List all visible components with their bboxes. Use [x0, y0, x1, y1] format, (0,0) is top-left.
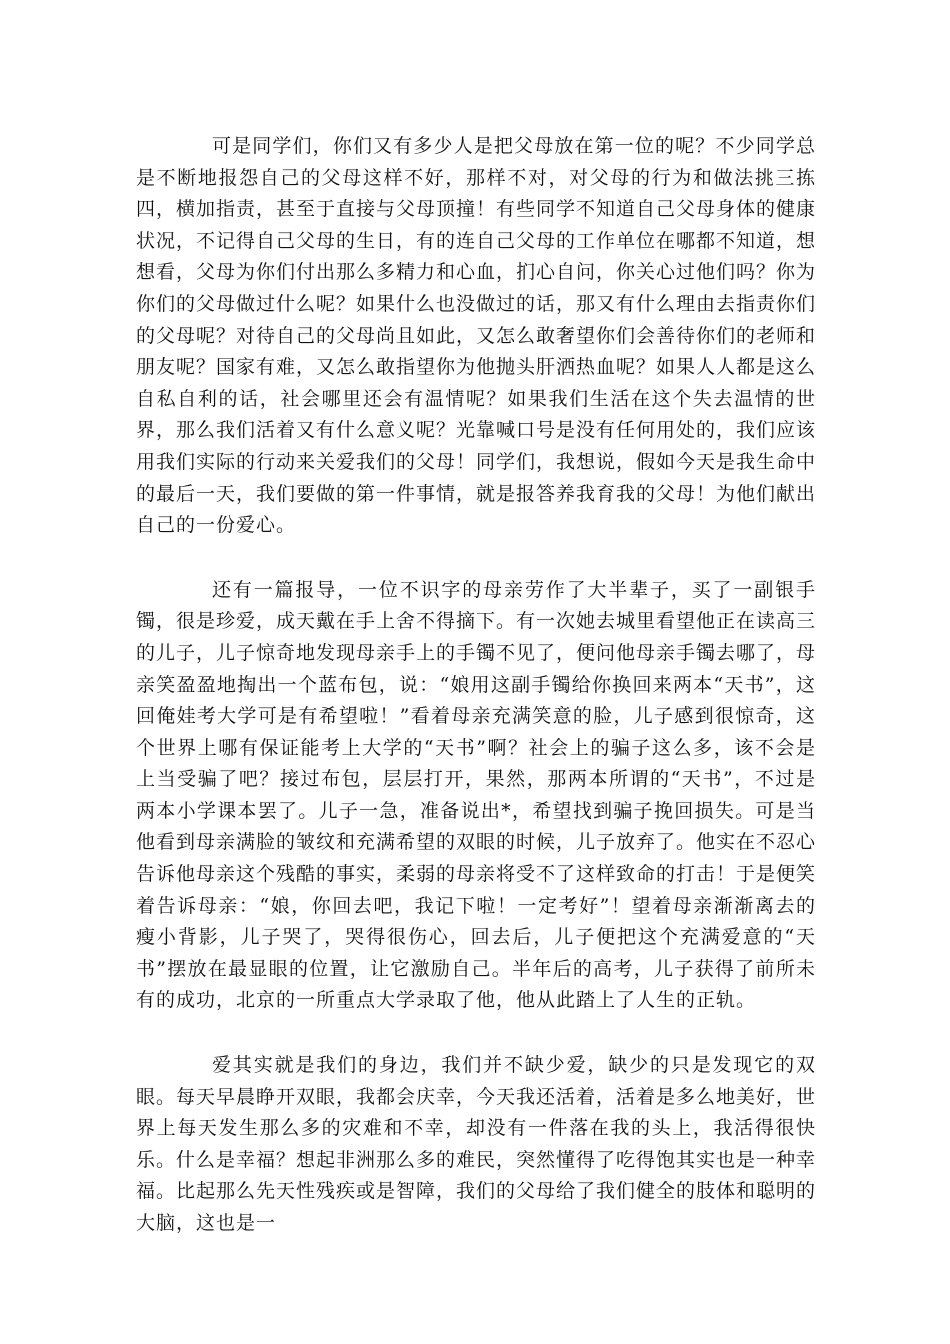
paragraph-3: 爱其实就是我们的身边，我们并不缺少爱，缺少的只是发现它的双眼。每天早晨睁开双眼，我都会庆幸，今天我还活着，活着是多么地美好，世界上每天发生那么多的灾难和不幸，却没有一件落在我的头上，我活得很快乐。什么是幸福？想起非洲那么多的难民，突然懂得了吃得饱其实也是一种幸福。比起那么先天性残疾或是智障，我们的父母给了我们健全的肢体和聪明的大脑，这也是一: [136, 1054, 817, 1234]
paragraph-2: 还有一篇报导，一位不识字的母亲劳作了大半辈子，买了一副银手镯，很是珍爱，成天戴在手上舍不得摘下。有一次她去城里看望他正在读高三的儿子，儿子惊奇地发现母亲手上的手镯不见了，便问他母亲手镯去哪了，母亲笑盈盈地掏出一个蓝布包，说：“娘用这副手镯给你换回来两本“天书”，这回俺娃考大学可是有希望啦！”看着母亲充满笑意的脸，儿子感到很惊奇，这个世界上哪有保证能考上大学的“天书”啊？社会上的骗子这么多，该不会是上当受骗了吧？接过布包，层层打开，果然，那两本所谓的“天书”，不过是两本小学课本罢了。儿子一急，准备说出*，希望找到骗子挽回损失。可是当他看到母亲满脸的皱纹和充满希望的双眼的时候，儿子放弃了。他实在不忍心告诉他母亲这个残酷的事实，柔弱的母亲将受不了这样致命的打击！于是便笑着告诉母亲：“娘，你回去吧，我记下啦！一定考好”！望着母亲渐渐离去的瘦小背影，儿子哭了，哭得很伤心，回去后，儿子便把这个充满爱意的“天书”摆放在最显眼的位置，让它激励自己。半年后的高考，儿子获得了前所未有的成功，北京的一所重点大学录取了他，他从此踏上了人生的正轨。: [136, 578, 817, 1012]
paragraph-1: 可是同学们，你们又有多少人是把父母放在第一位的呢？不少同学总是不断地报怨自己的父母这样不好，那样不对，对父母的行为和做法挑三拣四，横加指责，甚至于直接与父母顶撞！有些同学不知道自己父母身体的健康状况，不记得自己父母的生日，有的连自己父母的工作单位在哪都不知道，想想看，父母为你们付出那么多精力和心血，扪心自问，你关心过他们吗？你为你们的父母做过什么呢？如果什么也没做过的话，那又有什么理由去指责你们的父母呢？对待自己的父母尚且如此，又怎么敢奢望你们会善待你们的老师和朋友呢？国家有难，又怎么敢指望你为他抛头肝洒热血呢？如果人人都是这么自私自利的话，社会哪里还会有温情呢？如果我们生活在这个失去温情的世界，那么我们活着又有什么意义呢？光靠喊口号是没有任何用处的，我们应该用我们实际的行动来关爱我们的父母！同学们，我想说，假如今天是我生命中的最后一天，我们要做的第一件事情，就是报答养我育我的父母！为他们献出自己的一份爱心。: [136, 135, 817, 537]
document-body: [136, 131, 816, 1273]
